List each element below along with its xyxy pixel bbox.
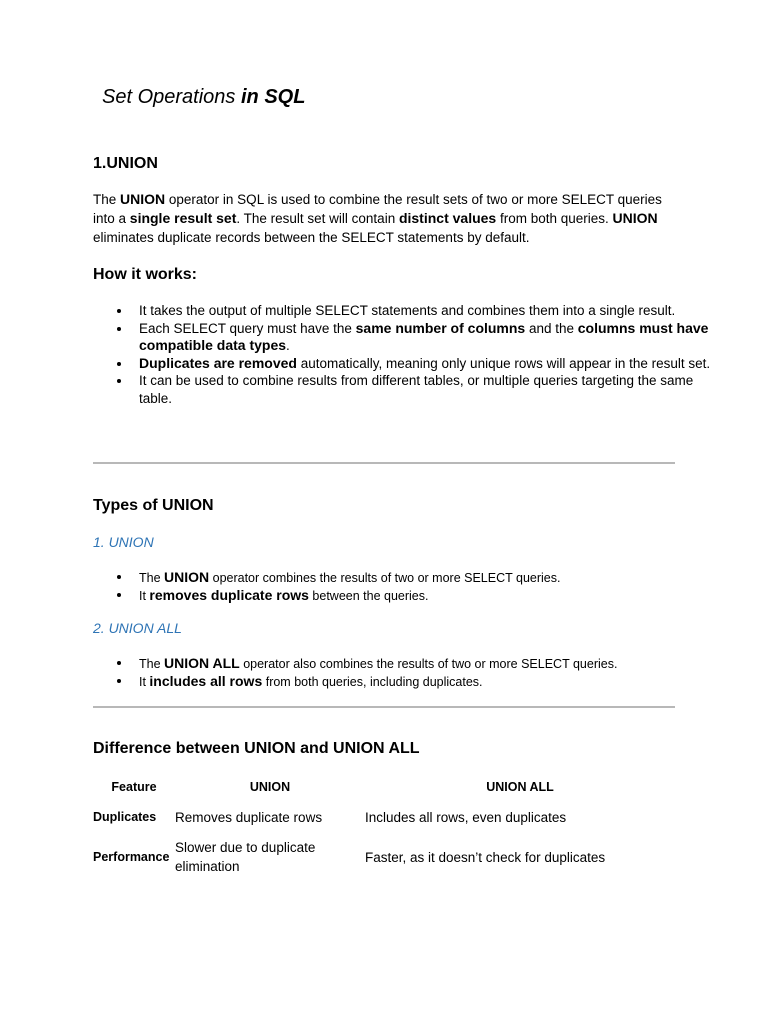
list-item-bold: UNION <box>164 569 210 585</box>
section-heading-union: 1.UNION <box>93 155 158 172</box>
union-intro-paragraph <box>93 190 678 247</box>
how-it-works-list <box>93 302 714 407</box>
table-cell: Slower due to duplicate elimination <box>175 840 316 874</box>
comparison-table <box>93 776 675 878</box>
table-header-row <box>93 776 675 798</box>
union-subheading: 1. UNION <box>93 534 154 550</box>
table-row <box>93 798 675 836</box>
list-item-text: The <box>139 657 165 671</box>
list-item <box>139 320 714 355</box>
difference-heading: Difference between UNION and UNION ALL <box>93 740 420 757</box>
intro-text: . The result set will contain <box>236 211 399 226</box>
list-item <box>139 569 714 587</box>
union-all-subheading: 2. UNION ALL <box>93 620 182 636</box>
list-item-text: operator combines the results of two or more SELECT queries. <box>209 571 561 585</box>
list-item-text: automatically, meaning only unique rows will appear in the result set. <box>296 355 711 371</box>
intro-bold: distinct values <box>398 210 497 226</box>
how-it-works-heading: How it works: <box>93 266 198 283</box>
table-cell-feature: Performance <box>93 849 170 864</box>
list-item-bold: Duplicates are removed <box>139 354 297 371</box>
list-item <box>139 372 714 407</box>
divider <box>93 706 675 708</box>
list-item-text: It can be used to combine results from different tables, or multiple queries targeting the same table. <box>139 373 694 406</box>
list-item-bold: removes duplicate rows <box>149 586 309 603</box>
table-cell: Faster, as it doesn’t check for duplicates <box>365 849 606 865</box>
intro-text: eliminates duplicate records between the SELECT statements by default. <box>93 230 530 245</box>
list-item-text: It <box>139 588 150 603</box>
list-item <box>139 587 714 605</box>
intro-text: The <box>93 192 121 207</box>
intro-text: from both queries. <box>496 211 613 226</box>
list-item-text: operator also combines the results of two or more SELECT queries. <box>239 657 618 671</box>
list-item <box>139 655 714 673</box>
divider <box>93 462 675 464</box>
list-item-text: It takes the output of multiple SELECT statements and combines them into a single result. <box>139 303 676 318</box>
column-header: Feature <box>111 780 157 794</box>
list-item-text: The <box>139 571 165 585</box>
page-title <box>102 86 305 109</box>
list-item-bold: includes all rows <box>149 672 263 689</box>
title-italic: Set Operations <box>102 86 236 108</box>
list-item-text: between the queries. <box>308 588 429 603</box>
list-item-text: and the <box>525 320 578 336</box>
list-item-text: . <box>286 338 290 353</box>
table-cell: Removes duplicate rows <box>175 809 323 825</box>
intro-bold: UNION <box>120 191 166 207</box>
list-item <box>139 673 714 691</box>
list-item-bold: UNION ALL <box>164 655 240 671</box>
column-header: UNION ALL <box>486 780 554 794</box>
list-item <box>139 355 714 373</box>
types-heading: Types of UNION <box>93 497 214 514</box>
table-cell-feature: Duplicates <box>93 809 157 824</box>
list-item-text: It <box>139 674 150 689</box>
list-item <box>139 302 714 320</box>
title-bold: in SQL <box>240 86 306 108</box>
intro-text: operator in SQL is used to combine the result sets of two or more SELECT queries into a <box>93 192 662 226</box>
list-item-bold: columns must have compatible data types <box>139 319 709 353</box>
union-all-list <box>93 655 714 690</box>
list-item-text: from both queries, including duplicates. <box>262 674 483 689</box>
intro-bold: UNION <box>612 210 658 226</box>
list-item-text: Each SELECT query must have the <box>139 320 356 336</box>
column-header: UNION <box>249 780 291 794</box>
table-row <box>93 836 675 878</box>
list-item-bold: same number of columns <box>355 319 526 336</box>
intro-bold: single result set <box>129 210 237 226</box>
table-cell: Includes all rows, even duplicates <box>365 809 567 825</box>
union-list <box>93 569 714 604</box>
